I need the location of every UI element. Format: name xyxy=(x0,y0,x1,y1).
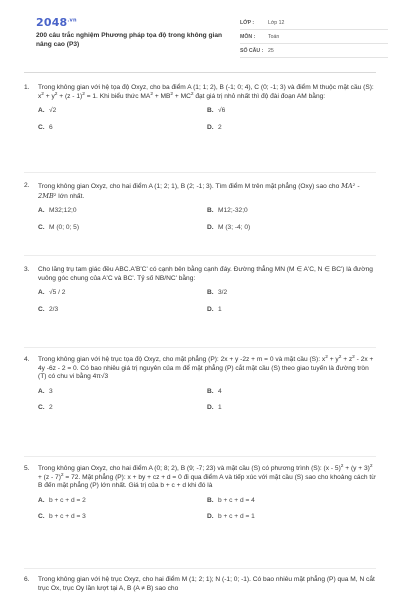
option-c[interactable]: C. 6 xyxy=(38,123,53,131)
question-number: 3. xyxy=(24,266,30,273)
meta-key: SỐ CÂU : xyxy=(240,47,264,54)
question-5 xyxy=(24,465,376,522)
meta-row-subject xyxy=(240,30,388,44)
meta-row-count xyxy=(240,44,388,58)
option-c[interactable]: C. b + c + d = 3 xyxy=(38,513,86,521)
logo-text: 2048 xyxy=(36,16,68,29)
question-text: Cho lăng trụ tam giác đều ABC.A'B'C' có cạnh bên bằng cạnh đáy. Đường thẳng MN (M ∈ A'C, N ∈ BC') là đường vuông góc chung của A'C và BC'. Tỷ số NB/NC' bằng: xyxy=(38,266,373,282)
option-a[interactable]: A. √5 / 2 xyxy=(38,289,66,297)
option-b[interactable]: B. M12;-32;0 xyxy=(207,207,248,215)
options xyxy=(38,289,376,314)
question-4 xyxy=(24,356,376,413)
question-6 xyxy=(24,576,376,593)
option-d[interactable]: D. b + c + d = 1 xyxy=(207,513,255,521)
question-text: Trong không gian với hệ trục tọa độ Oxyz, cho mặt phẳng (P): 2x + y -2z + m = 0 và mặt cầu (S): $x^2 + y^2 + z^2 - 2x + 4y$ -6z - 2 = 0. Có bao nhiêu giá trị nguyên của m để mặt phẳng (P) cắt mặt cầu (S) theo giao tuyến là đường tròn (T) có chu vi bằng 4π√3 xyxy=(38,354,374,381)
meta-table xyxy=(240,16,388,58)
question-text: Trong không gian với hệ tọa độ Oxyz, cho ba điểm A (1; 1; 2), B (-1; 0; 4), C (0; -1; 3) và điểm M thuộc mặt cầu (S): $x^2 + y^2 + (z - 1)^2 = 1$. Khi biểu thức $MA^2 + MB^2 + MC^2$ đạt giá trị nhỏ nhất thì độ đài đoạn AM bằng: xyxy=(38,84,374,100)
header xyxy=(12,0,388,64)
meta-key: LỚP : xyxy=(240,19,255,26)
document-title: 200 câu trắc nghiệm Phương pháp tọa độ trong không gian nâng cao (P3) xyxy=(36,32,223,48)
option-c[interactable]: C. 2 xyxy=(38,404,53,412)
question-text: Trong không gian Oxyz, cho hai điểm A (1; 2; 1), B (2; -1; 3). Tìm điểm M trên mặt phẳng (Oxy) sao cho MA² - 2MB² lớn nhất. xyxy=(38,182,360,200)
option-c[interactable]: C. 2/3 xyxy=(38,305,59,313)
option-a[interactable]: A. √2 xyxy=(38,107,57,115)
question-number: 5. xyxy=(24,465,30,472)
option-a[interactable]: A. 3 xyxy=(38,387,53,395)
question-number: 4. xyxy=(24,356,30,363)
options xyxy=(38,388,376,413)
options xyxy=(38,207,376,232)
option-b[interactable]: B. b + c + d = 4 xyxy=(207,496,255,504)
question-divider xyxy=(24,172,376,173)
meta-value: Lớp 12 xyxy=(268,19,285,26)
question-divider xyxy=(24,255,376,256)
options xyxy=(38,497,376,522)
header-divider xyxy=(24,72,376,73)
options xyxy=(38,107,376,132)
question-divider xyxy=(24,456,376,457)
question-3 xyxy=(24,266,376,314)
option-d[interactable]: D. 2 xyxy=(207,123,222,131)
question-text: Trong không gian với hệ trục Oxyz, cho hai điểm M (1; 2; 1); N (-1; 0; -1). Có bao nhiêu mặt phẳng (P) qua M, N cắt trục Ox, trục Oy lần lượt tại A, B (A ≠ B) sao cho xyxy=(38,576,375,592)
question-number: 2. xyxy=(24,182,30,189)
option-a[interactable]: A. b + c + d = 2 xyxy=(38,496,86,504)
meta-value: 25 xyxy=(268,47,274,54)
option-c[interactable]: C. M (0; 0; 5) xyxy=(38,223,80,231)
meta-value: Toán xyxy=(268,33,280,40)
option-b[interactable]: B. 4 xyxy=(207,387,222,395)
question-1 xyxy=(24,84,376,132)
option-d[interactable]: D. 1 xyxy=(207,404,222,412)
meta-row-class xyxy=(240,16,388,30)
question-divider xyxy=(24,347,376,348)
logo[interactable] xyxy=(36,16,77,29)
option-d[interactable]: D. 1 xyxy=(207,305,222,313)
question-2 xyxy=(24,182,376,232)
option-b[interactable]: B. √6 xyxy=(207,107,226,115)
question-number: 6. xyxy=(24,576,30,583)
logo-suffix: .vn xyxy=(67,17,77,24)
option-b[interactable]: B. 3/2 xyxy=(207,289,228,297)
question-number: 1. xyxy=(24,84,30,91)
meta-key: MÔN : xyxy=(240,33,256,40)
question-text: Trong không gian Oxyz, cho hai điểm A (0; 8; 2), B (9; -7; 23) và mặt cầu (S) có phương trình (S): $(x - 5)^2 + (y + 3)^2 + (z - 7)^2 = 72$. Mặt phẳng (P): x + by + cz + d = 0 đi qua điểm A và tiếp xúc với mặt cầu (S) sao cho khoảng cách từ B đến mặt phẳng (P) lớn nhất. Giá trị của b + c + d khi đó là xyxy=(38,463,376,490)
option-a[interactable]: A. M32;12;0 xyxy=(38,207,77,215)
question-divider xyxy=(24,568,376,569)
option-d[interactable]: D. M (3; -4; 0) xyxy=(207,223,251,231)
